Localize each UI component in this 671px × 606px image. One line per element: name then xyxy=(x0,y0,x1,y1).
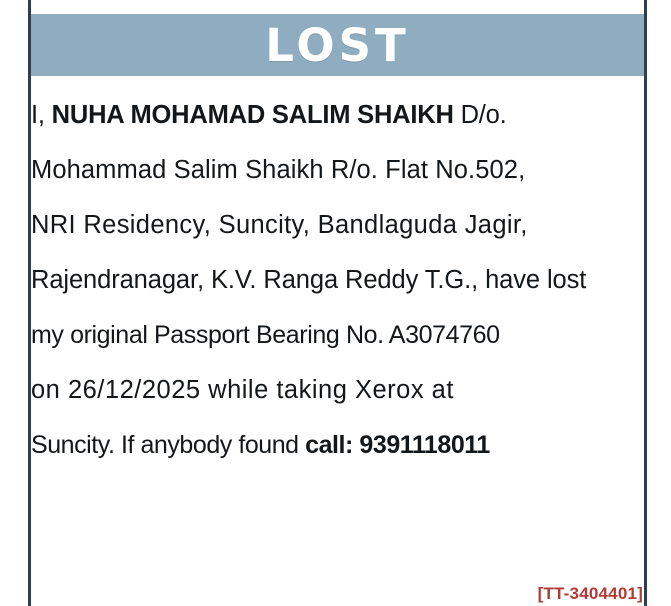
ad-copy-text: D/o. xyxy=(453,101,507,129)
column-rule-right xyxy=(644,0,647,606)
ad-copy-line: Rajendranagar, K.V. Ranga Reddy T.G., have lost xyxy=(31,266,587,294)
ad-copy-line: my original Passport Bearing No. A3074760 xyxy=(31,321,500,349)
ad-copy-text: Suncity. If anybody found xyxy=(31,431,306,459)
ad-copy-line: NRI Residency, Suncity, Bandlaguda Jagir, xyxy=(31,211,528,239)
ad-copy-line xyxy=(31,418,644,473)
ad-body xyxy=(31,0,644,606)
lost-banner-label: LOST xyxy=(265,18,410,72)
ad-copy xyxy=(31,88,644,473)
ad-reference-code: [TT-3404401] xyxy=(537,584,643,603)
ad-copy-line: Mohammad Salim Shaikh R/o. Flat No.502, xyxy=(31,156,526,184)
lost-banner xyxy=(31,14,644,76)
ad-copy-text: I, xyxy=(31,101,52,129)
ad-copy-line: on 26/12/2025 while taking Xerox at xyxy=(31,376,454,404)
ad-contact-number: call: 9391118011 xyxy=(305,431,490,459)
ad-copy-line xyxy=(31,88,644,143)
ad-person-name: NUHA MOHAMAD SALIM SHAIKH xyxy=(51,101,454,129)
